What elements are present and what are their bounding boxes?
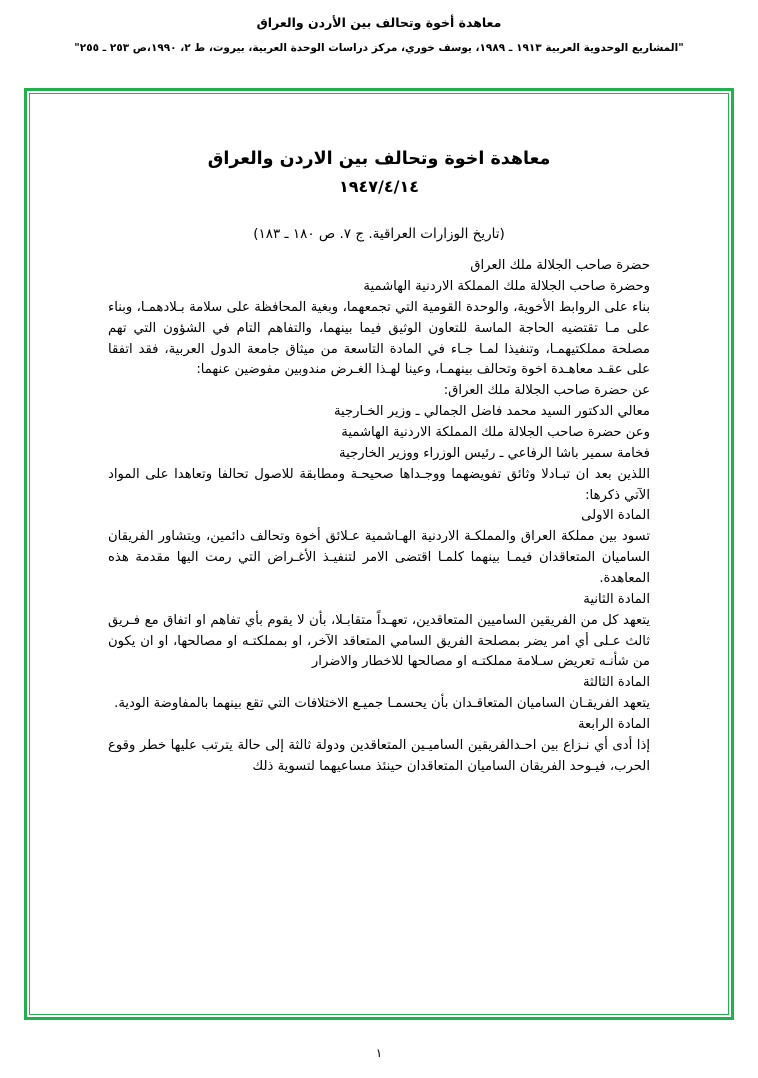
document-line: المادة الثالثة [582,675,650,691]
document-line: عن حضرة صاحب الجلالة ملك العراق: [443,383,650,399]
document-line: المادة الثانية [583,591,650,607]
green-border-inner [29,93,729,1015]
document-paragraph: يتعهد كل من الفريقين الساميين المتعاقدين، تعهـداً متقابـلا، بأن لا يقوم بأي تفاهم او اتفاق مع فـريق ثالث عـلى أي امر يضر بمصلحة الفريق السامي المتعاقد الآخر، او بمملكتـه او مصالحها، او ان يكون من شأنـه تعريض سـلامة مملكتـه او مصالحها للاخطار والاضرار [108,612,650,670]
document-content [108,256,650,777]
document-line: حضرة صاحب الجلالة ملك العراق [470,258,650,274]
green-border-frame [24,88,734,1020]
document-reference: (تاريخ الوزارات العراقية. ج ٧. ص ١٨٠ ـ ١٨٣) [253,226,505,243]
document-title: معاهدة اخوة وتحالف بين الاردن والعراق [207,149,551,169]
page-number: ١ [375,1046,383,1060]
document-line: فخامة سمير باشا الرفاعي ـ رئيس الوزراء ووزير الخارجية [339,445,650,461]
document-body [30,94,728,778]
document-line: وحضرة صاحب الجلالة ملك المملكة الاردنية الهاشمية [363,278,650,294]
document-line: معالي الدكتور السيد محمد فاضل الجمالي ـ وزير الخـارجية [333,404,650,420]
document-paragraph: اللذين بعد ان تبـادلا وثائق تفويضهما ووجـداها صحيحـة ومطابقة للاصول تحالفا وتعاهدا على المواد الآتي ذكرها: [108,466,650,503]
document-line: المادة الاولى [581,508,650,524]
header-title: معاهدة أخوة وتحالف بين الأردن والعراق [256,15,502,30]
header-source-citation: "المشاريع الوحدوية العربية ١٩١٣ ـ ١٩٨٩، يوسف خوري، مركز دراسات الوحدة العربية، بيروت، ط ٢، ١٩٩٠،ص ٢٥٣ ـ ٢٥٥" [74,41,684,54]
document-paragraph: إذا أدى أي نـزاع بين احـدالفريقين الساميـين المتعاقدين ودولة ثالثة إلى حالة يترتب عليها خطر وقوع الحرب، فيـوحد الفريقان الساميان المتعاقدان حينئذ مساعيهما لتسوية ذلك [108,737,650,774]
document-line: وعن حضرة صاحب الجلالة ملك المملكة الاردنية الهاشمية [341,425,650,440]
document-paragraph: تسود بين مملكة العراق والمملكـة الاردنية الهـاشمية عـلائق أخوة وتحالف دائمين، ويتشاور الفريقان الساميان المتعاقدان فيمـا بينهما كلمـا اقتضى الامر لتنفيـذ الأغـراض التي رمت اليها مقدمة هذه المعاهدة. [108,529,650,587]
document-date: ١٩٤٧/٤/١٤ [338,177,420,197]
page-header [0,0,758,56]
document-line: المادة الرابعة [577,717,650,733]
document-paragraph: يتعهد الفريقـان الساميان المتعاقـدان بأن يحسمـا جميـع الاختلافات التي تقع بينهما بالمفاوضة الودية. [114,696,650,712]
document-paragraph: بناء على الروابط الأخوية، والوحدة القومية التي تجمعهما، وبغية المحافظة على سلامة بـلادهمـا، وبناء على مـا تقتضيه الحاجة الماسة للتعاون الوثيق فيما بينهما، والتفاهم التام في الشؤون التي تهم مصلحة مملكتيهمـا، وتنفيذا لمـا جـاء في المادة التاسعة من ميثاق جامعة الدول العربية، فقد اتفقا على عقـد معاهـدة اخوة وتحالف بينهمـا، وعينا لهـذا الغـرض مندوبين مفوضين عنهما: [108,299,650,378]
